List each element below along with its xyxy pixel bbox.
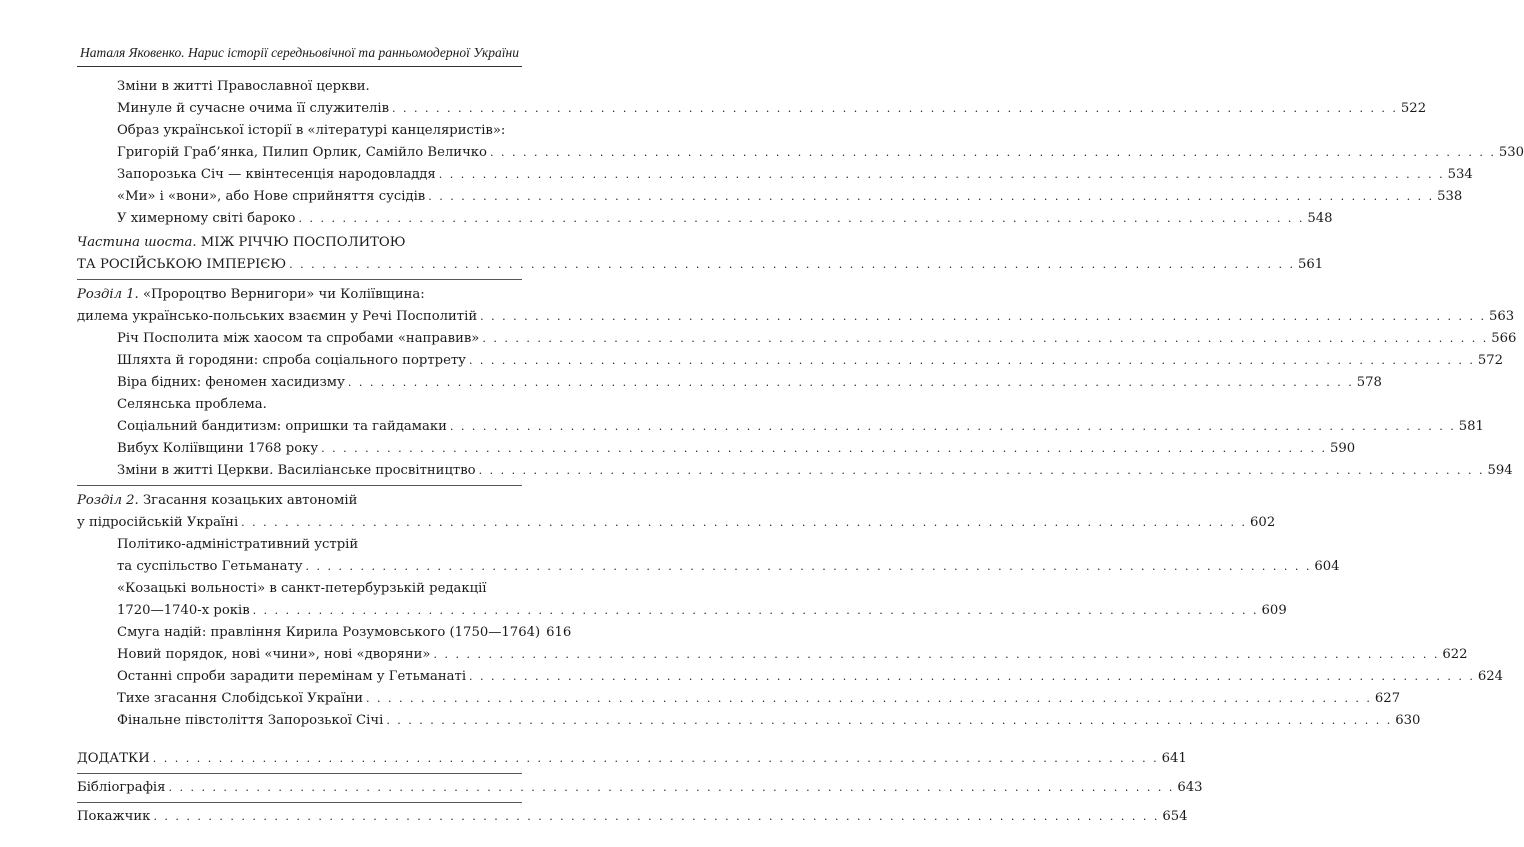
toc-entry[interactable]: У химерному світі бароко . . . 548 [117, 208, 522, 230]
toc-entry[interactable]: Річ Посполита між хаосом та спробами «направив» . . . 566 [117, 328, 522, 350]
toc-chapter-heading[interactable]: Розділ 1. «Пророцтво Вернигори» чи Коліївщина: [77, 287, 425, 302]
page-number: 643 [1177, 780, 1203, 795]
dot-leader [469, 666, 1475, 688]
dot-leader [490, 142, 1496, 164]
toc-part-heading[interactable]: Частина шоста. МІЖ РІЧЧЮ ПОСПОЛИТОЮ [77, 235, 406, 250]
dot-leader [450, 416, 1456, 438]
dot-leader [434, 644, 1440, 666]
toc-entry[interactable]: Зміни в житті Церкви. Василіанське просвітництво . . . 594 [117, 460, 522, 482]
toc-chapter-heading[interactable]: у підросійській Україні . . . 602 [77, 512, 522, 534]
page-number: 548 [1307, 211, 1333, 226]
toc-appendix-entry[interactable]: Покажчик . . . 654 [77, 806, 522, 828]
section-rule [77, 279, 522, 280]
page-number: 594 [1487, 463, 1513, 478]
dot-leader [289, 254, 1295, 276]
toc-entry[interactable]: Григорій Граб’янка, Пилип Орлик, Самійло Величко . . . 530 [117, 142, 522, 164]
dot-leader [253, 600, 1259, 622]
toc-entry[interactable]: Соціальний бандитизм: опришки та гайдамаки . . . 581 [117, 416, 522, 438]
toc-entry[interactable]: Минуле й сучасне очима її служителів . . . 522 [117, 98, 522, 120]
toc-entry[interactable]: Запорозька Січ — квінтесенція народовладдя . . . 534 [117, 164, 522, 186]
page-number: 561 [1298, 257, 1324, 272]
page-number: 534 [1447, 167, 1473, 182]
toc-entry[interactable]: Образ української історії в «літературі канцеляристів»: [117, 123, 506, 138]
page-number: 563 [1488, 309, 1515, 324]
page-number: 641 [1161, 751, 1187, 766]
toc-appendix-entry[interactable]: Бібліографія . . . 643 [77, 777, 522, 799]
toc-entry[interactable]: Новий порядок, нові «чини», нові «дворяни» . . . 622 [117, 644, 522, 666]
section-rule [77, 802, 522, 803]
page-number: 622 [1442, 647, 1468, 662]
dot-leader [386, 710, 1392, 732]
toc-entry[interactable]: Фінальне півстоліття Запорозької Січі . . . 630 [117, 710, 522, 732]
toc-entry[interactable]: Тихе згасання Слобідської України . . . 627 [117, 688, 522, 710]
dot-leader [469, 350, 1475, 372]
toc-entry[interactable]: «Ми» і «вони», або Нове сприйняття сусідів . . . 538 [117, 186, 522, 208]
page-number: 602 [1250, 515, 1276, 530]
dot-leader [480, 306, 1486, 328]
dot-leader [306, 556, 1312, 578]
dot-leader [482, 328, 1488, 350]
toc-entry[interactable]: Віра бідних: феномен хасидизму . . . 578 [117, 372, 522, 394]
page-number: 538 [1437, 189, 1463, 204]
page-number: 654 [1162, 809, 1188, 824]
dot-leader [321, 438, 1327, 460]
page-number: 590 [1330, 441, 1356, 456]
toc-entry[interactable]: 1720—1740-х років . . . 609 [117, 600, 522, 622]
page-number: 609 [1261, 603, 1287, 618]
dot-leader [299, 208, 1305, 230]
toc-part-heading[interactable]: ТА РОСІЙСЬКОЮ ІМПЕРІЄЮ . . . 561 [77, 254, 522, 276]
page-number: 522 [1400, 101, 1427, 116]
page-number: 566 [1491, 331, 1517, 346]
page-number: 627 [1374, 691, 1401, 706]
page-number: 616 [546, 625, 572, 640]
page-number: 578 [1356, 375, 1382, 390]
dot-leader [348, 372, 1354, 394]
dot-leader [153, 806, 1159, 828]
page-number: 530 [1498, 145, 1524, 160]
section-rule [77, 485, 522, 486]
toc-chapter-heading[interactable]: дилема українсько-польських взаємин у Речі Посполитій . . . 563 [77, 306, 522, 328]
toc-entry[interactable]: Вибух Коліївщини 1768 року . . . 590 [117, 438, 522, 460]
dot-leader [366, 688, 1372, 710]
page-number: 604 [1314, 559, 1340, 574]
dot-leader [439, 164, 1445, 186]
page-number: 630 [1395, 713, 1421, 728]
toc-entry[interactable]: Шляхта й городяни: спроба соціального портрету . . . 572 [117, 350, 522, 372]
dot-leader [241, 512, 1247, 534]
running-header: Наталя Яковенко. Нарис історії середньовічної та ранньомодерної України [79, 45, 520, 60]
page-number: 572 [1477, 353, 1503, 368]
page-number: 624 [1477, 669, 1504, 684]
toc-entry[interactable]: Політико-адміністративний устрій [117, 537, 359, 552]
toc-entry[interactable]: Селянська проблема. [117, 397, 267, 412]
dot-leader [428, 186, 1434, 208]
page-number: 581 [1458, 419, 1484, 434]
toc-entry[interactable]: Смуга надій: правління Кирила Розумовського (1750—1764) 616 [117, 622, 522, 644]
toc-appendix-entry[interactable]: ДОДАТКИ . . . 641 [77, 748, 522, 770]
toc-entry[interactable]: «Козацькі вольності» в санкт-петербурзькій редакції [117, 581, 487, 596]
dot-leader [153, 748, 1159, 770]
toc-chapter-heading[interactable]: Розділ 2. Згасання козацьких автономій [77, 493, 358, 508]
toc-entry[interactable]: Останні спроби зарадити перемінам у Гетьманаті . . . 624 [117, 666, 522, 688]
section-rule [77, 773, 522, 774]
dot-leader [479, 460, 1485, 482]
toc-entry[interactable]: Зміни в житті Православної церкви. [117, 79, 370, 94]
dot-leader [392, 98, 1398, 120]
toc-entry[interactable]: та суспільство Гетьманату . . . 604 [117, 556, 522, 578]
dot-leader [168, 777, 1174, 799]
